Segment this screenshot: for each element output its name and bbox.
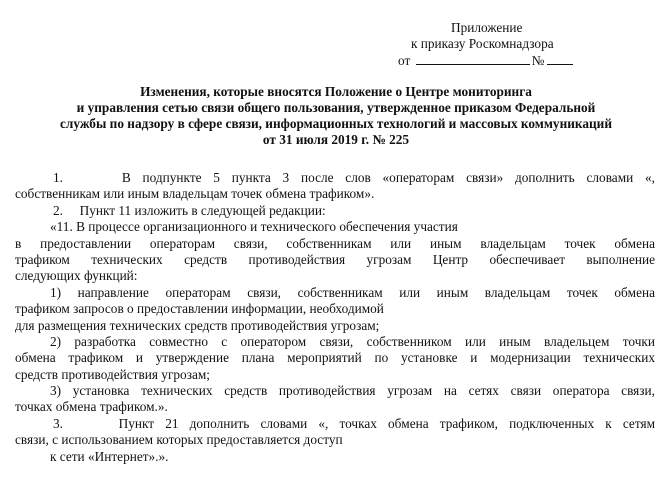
body-line: «11. В процессе организационного и технического обеспечения участия [50, 219, 458, 235]
number-blank-line [547, 52, 573, 65]
body-line: 1. В подпункте 5 пункта 3 после слов «операторам связи» дополнить словами «, [53, 170, 655, 185]
body-line: к сети «Интернет».». [50, 448, 169, 464]
body-line: связи, с использованием которых предоставляется доступ [15, 432, 343, 448]
title-line: от 31 июля 2019 г. № 225 [262, 132, 410, 147]
body-line: точках обмена трафиком.». [15, 399, 168, 415]
body-line: собственникам или иным владельцам точек обмена трафиком». [15, 186, 375, 202]
body-line: для размещения технических средств противодействия угрозам; [15, 317, 380, 333]
body-line: 1) направление операторам связи, собственникам или иным владельцам точек обмена [50, 284, 655, 300]
body-line: 3) установка технических средств противодействия угрозам на сетях связи оператора связи, [50, 383, 655, 399]
body-line: средств противодействия угрозам; [15, 366, 210, 382]
body-line: следующих функций: [15, 268, 138, 284]
annex-number-sign: № [531, 53, 545, 68]
annex-title: Приложение [451, 20, 523, 35]
body-line: трафиком запросов о предоставлении информации, необходимой [15, 301, 384, 317]
annex-header [398, 20, 660, 68]
title-line: и управления сетью связи общего пользования, утвержденное приказом Федеральной [76, 100, 596, 115]
body-line: в предоставлении операторам связи, собственникам или иным владельцам точек обмена [15, 235, 655, 251]
date-blank-line [416, 52, 530, 65]
body-line: 2. Пункт 11 изложить в следующей редакции: [53, 202, 326, 218]
document-body [15, 170, 655, 465]
document-title [22, 84, 650, 148]
body-line: 3. Пункт 21 дополнить словами «, точках обмена трафиком, подключенных к сетям [53, 415, 655, 431]
body-line: трафиком технических средств противодействия угрозам Центр обеспечивает выполнение [15, 251, 655, 267]
body-line: обмена трафиком и утверждение плана мероприятий по установке и модернизации технических [15, 350, 655, 366]
annex-date-prefix: от [398, 53, 411, 68]
title-line: службы по надзору в сфере связи, информационных технологий и массовых коммуникаций [60, 116, 612, 131]
body-line: 2) разработка совместно с оператором связи, собственником или иным владельцем точки [50, 333, 655, 349]
annex-date-number [398, 52, 660, 68]
title-line: Изменения, которые вносятся Положение о Центре мониторинга [140, 84, 532, 99]
annex-order-ref: к приказу Роскомнадзора [411, 36, 554, 51]
